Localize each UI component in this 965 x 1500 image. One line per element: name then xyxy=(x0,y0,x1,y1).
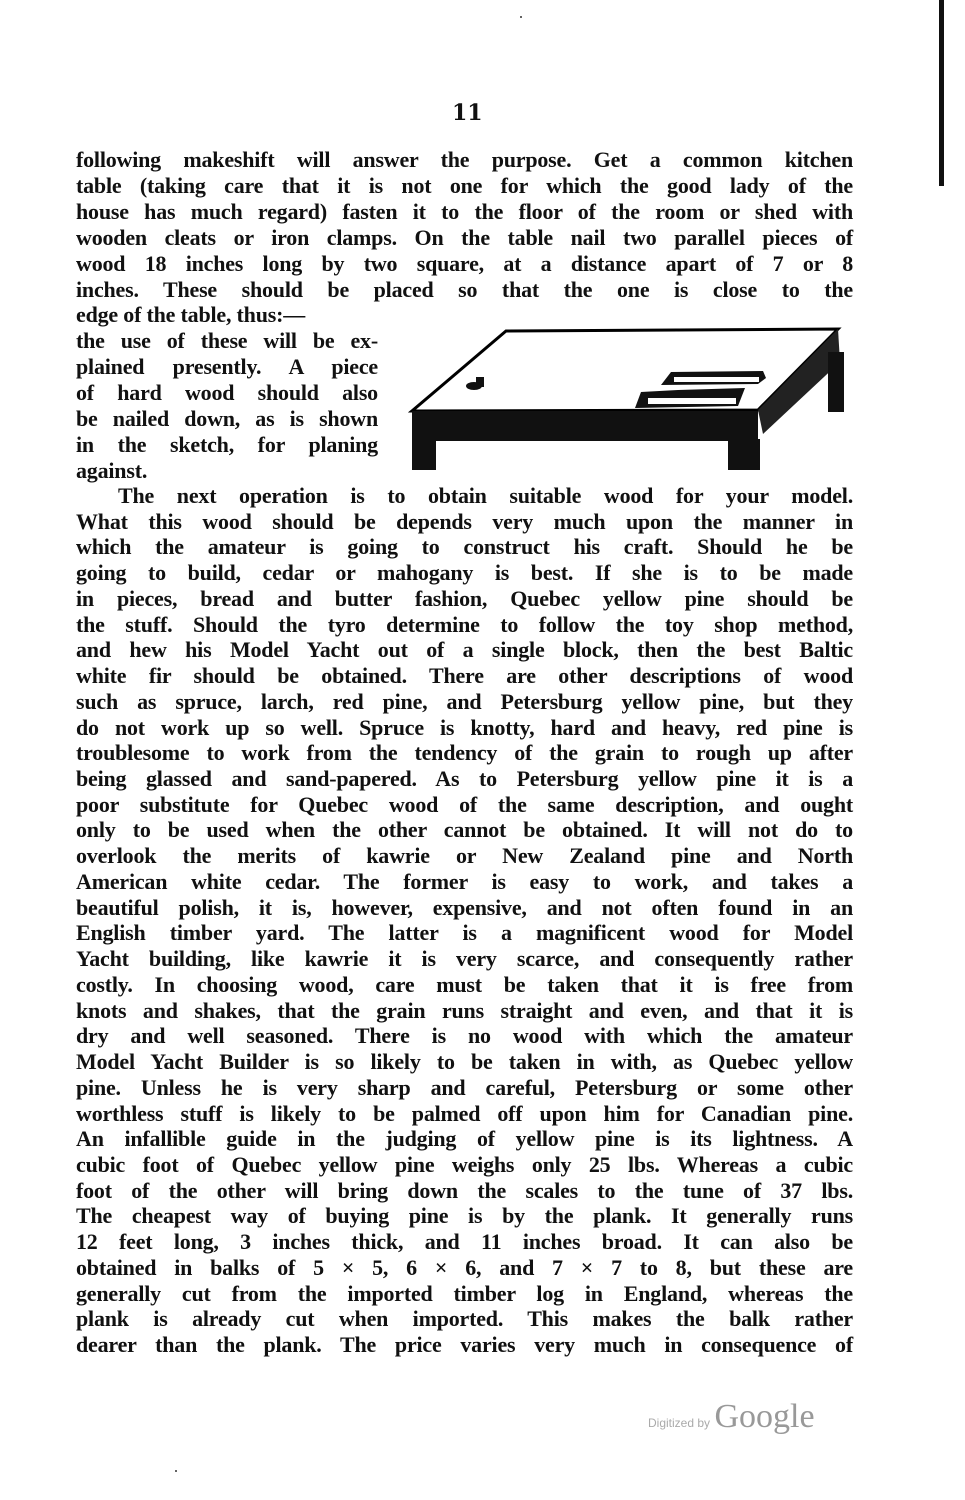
text-line: overlook the merits of kawrie or New Zealand pine and North xyxy=(76,843,853,869)
text-line: Yacht building, like kawrie it is very scarce, and consequently rather xyxy=(76,946,853,972)
text-line: worthless stuff is likely to be palmed off upon him for Canadian pine. xyxy=(76,1100,853,1126)
text-line: costly. In choosing wood, care must be taken that it is free from xyxy=(76,971,853,997)
text-line: American white cedar. The former is easy to work, and takes a xyxy=(76,868,853,894)
text-line: edge of the table, thus:— xyxy=(76,302,306,328)
text-line: The cheapest way of buying pine is by the plank. It generally runs xyxy=(76,1203,853,1229)
text-line: being glassed and sand-papered. As to Petersburg yellow pine it is a xyxy=(76,766,853,792)
text-line: generally cut from the imported timber log in England, whereas the xyxy=(76,1280,853,1306)
text-line: wooden cleats or iron clamps. On the table nail two parallel pieces of xyxy=(76,224,853,250)
text-line: and hew his Model Yacht out of a single block, then the best Baltic xyxy=(76,637,853,663)
text-line: An infallible guide in the judging of yellow pine is its lightness. A xyxy=(76,1126,853,1152)
digitized-by-google-watermark: Digitized by Google xyxy=(648,1398,815,1435)
text-line: knots and shakes, that the grain runs straight and even, and that it is xyxy=(76,997,853,1023)
text-line: of hard wood should also xyxy=(76,380,378,406)
text-line: the use of these will be ex- xyxy=(76,328,378,354)
scan-edge-bar xyxy=(939,0,944,186)
text-line: inches. These should be placed so that the one is close to the xyxy=(76,276,853,302)
text-line: dry and well seasoned. There is no wood with which the amateur xyxy=(76,1023,853,1049)
text-line: against. xyxy=(76,457,148,483)
text-line: white fir should be obtained. There are other descriptions of wood xyxy=(76,663,853,689)
text-line: 12 feet long, 3 inches thick, and 11 inches broad. It can also be xyxy=(76,1229,853,1255)
text-line: dearer than the plank. The price varies very much in consequence of xyxy=(76,1332,853,1358)
scan-speck xyxy=(175,1470,177,1472)
text-line: going to build, cedar or mahogany is best. If she is to be made xyxy=(76,560,853,586)
text-line: such as spruce, larch, red pine, and Petersburg yellow pine, but they xyxy=(76,688,853,714)
text-line: cubic foot of Quebec yellow pine weighs only 25 lbs. Whereas a cubic xyxy=(76,1151,853,1177)
text-line: beautiful polish, it is, however, expensive, and not often found in an xyxy=(76,894,853,920)
text-line: which the amateur is going to construct his craft. Should he be xyxy=(76,534,853,560)
table-sketch-illustration xyxy=(408,322,863,470)
text-line: in pieces, bread and butter fashion, Quebec yellow pine should be xyxy=(76,585,853,611)
text-line: pine. Unless he is very sharp and careful, Petersburg or some other xyxy=(76,1074,853,1100)
text-line: troublesome to work from the tendency of the grain to rough up after xyxy=(76,740,853,766)
page-number: 11 xyxy=(452,100,483,126)
text-line: Model Yacht Builder is so likely to be taken in with, as Quebec yellow xyxy=(76,1049,853,1075)
text-line: be nailed down, as is shown xyxy=(76,406,378,431)
text-line: English timber yard. The latter is a magnificent wood for Model xyxy=(76,920,853,946)
text-line: foot of the other will bring down the scales to the tune of 37 lbs. xyxy=(76,1177,853,1203)
text-line: plained presently. A piece xyxy=(76,354,378,380)
text-line: table (taking care that it is not one for which the good lady of the xyxy=(76,172,853,198)
text-line: The next operation is to obtain suitable wood for your model. xyxy=(118,483,853,508)
text-line: house has much regard) fasten it to the floor of the room or shed with xyxy=(76,198,853,224)
text-line: wood 18 inches long by two square, at a distance apart of 7 or 8 xyxy=(76,250,853,276)
text-line: obtained in balks of 5 × 5, 6 × 6, and 7 × 7 to 8, but these are xyxy=(76,1254,853,1280)
text-line: in the sketch, for planing xyxy=(76,431,378,457)
text-line: poor substitute for Quebec wood of the same description, and ought xyxy=(76,791,853,817)
text-line: only to be used when the other cannot be obtained. It will not do to xyxy=(76,817,853,843)
text-line: do not work up so well. Spruce is knotty, hard and heavy, red pine is xyxy=(76,714,853,740)
text-line: plank is already cut when imported. This makes the balk rather xyxy=(76,1306,853,1332)
scan-speck xyxy=(520,16,522,18)
text-line: the stuff. Should the tyro determine to follow the toy shop method, xyxy=(76,611,853,637)
text-line: What this wood should be depends very much upon the manner in xyxy=(76,508,853,534)
text-line: following makeshift will answer the purpose. Get a common kitchen xyxy=(76,147,853,172)
